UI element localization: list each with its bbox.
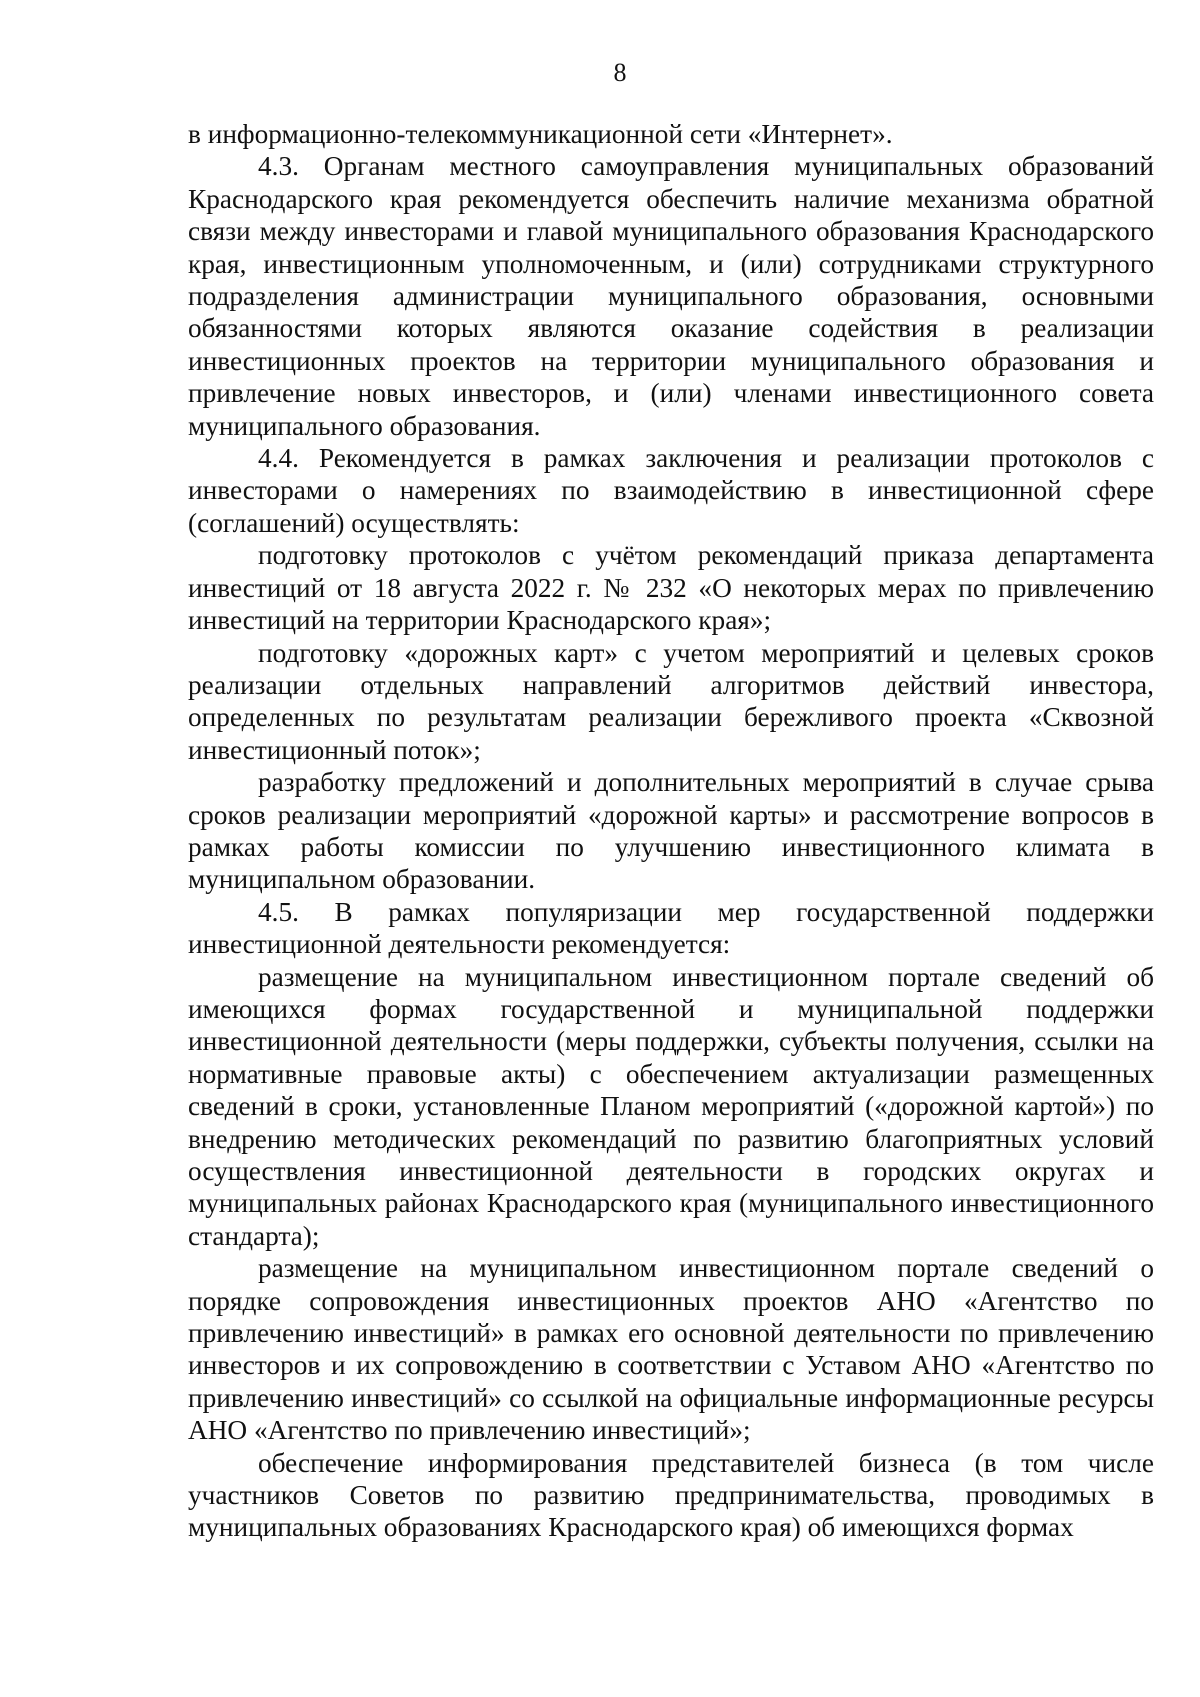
paragraph-4-5-item-1: размещение на муниципальном инвестиционном портале сведений об имеющихся формах государственной и муниципальной поддержки инвестиционной деятельности (меры поддержки, субъекты получения, ссылки на нормативные правовые акты) с обеспечением актуализации размещенных сведений в сроки, установленные Планом мероприятий («дорожной картой») по внедрению методических рекомендаций по развитию благоприятных условий осуществления инвестиционной деятельности в городских округах и муниципальных районах Краснодарского края (муниципального инвестиционного стандарта); bbox=[188, 961, 1154, 1251]
paragraph-4-5: 4.5. В рамках популяризации мер государственной поддержки инвестиционной деятельности рекомендуется: bbox=[188, 896, 1154, 960]
paragraph-4-4: 4.4. Рекомендуется в рамках заключения и реализации протоколов с инвесторами о намерениях по взаимодействию в инвестиционной сфере (соглашений) осуществлять: bbox=[188, 443, 1154, 538]
paragraph-4-5-item-3: обеспечение информирования представителей бизнеса (в том числе участников Советов по развитию предпринимательства, проводимых в муниципальных образованиях Краснодарского края) об имеющихся формах bbox=[188, 1447, 1154, 1543]
document-body bbox=[188, 118, 1154, 1544]
paragraph-4-4-item-2: подготовку «дорожных карт» с учетом мероприятий и целевых сроков реализации отдельных направлений алгоритмов действий инвестора, определенных по результатам реализации бережливого проекта «Сквозной инвестиционный поток»; bbox=[188, 637, 1154, 765]
paragraph-continuation: в информационно-телекоммуникационной сети «Интернет». bbox=[188, 119, 893, 149]
paragraph-4-4-item-3: разработку предложений и дополнительных мероприятий в случае срыва сроков реализации мероприятий «дорожной карты» и рассмотрение вопросов в рамках работы комиссии по улучшению инвестиционного климата в муниципальном образовании. bbox=[188, 767, 1154, 895]
paragraph-4-3: 4.3. Органам местного самоуправления муниципальных образований Краснодарского края рекомендуется обеспечить наличие механизма обратной связи между инвесторами и главой муниципального образования Краснодарского края, инвестиционным уполномоченным, и (или) сотрудниками структурного подразделения администрации муниципального образования, основными обязанностями которых являются оказание содействия в реализации инвестиционных проектов на территории муниципального образования и привлечение новых инвесторов, и (или) членами инвестиционного совета муниципального образования. bbox=[188, 151, 1154, 441]
paragraph-4-4-item-1: подготовку протоколов с учётом рекомендаций приказа департамента инвестиций от 18 августа 2022 г. № 232 «О некоторых мерах по привлечению инвестиций на территории Краснодарского края»; bbox=[188, 540, 1154, 636]
page-number: 8 bbox=[613, 58, 627, 87]
paragraph-4-5-item-2: размещение на муниципальном инвестиционном портале сведений о порядке сопровождения инвестиционных проектов АНО «Агентство по привлечению инвестиций» в рамках его основной деятельности по привлечению инвесторов и их сопровождению в соответствии с Уставом АНО «Агентство по привлечению инвестиций» со ссылкой на официальные информационные ресурсы АНО «Агентство по привлечению инвестиций»; bbox=[188, 1253, 1154, 1446]
